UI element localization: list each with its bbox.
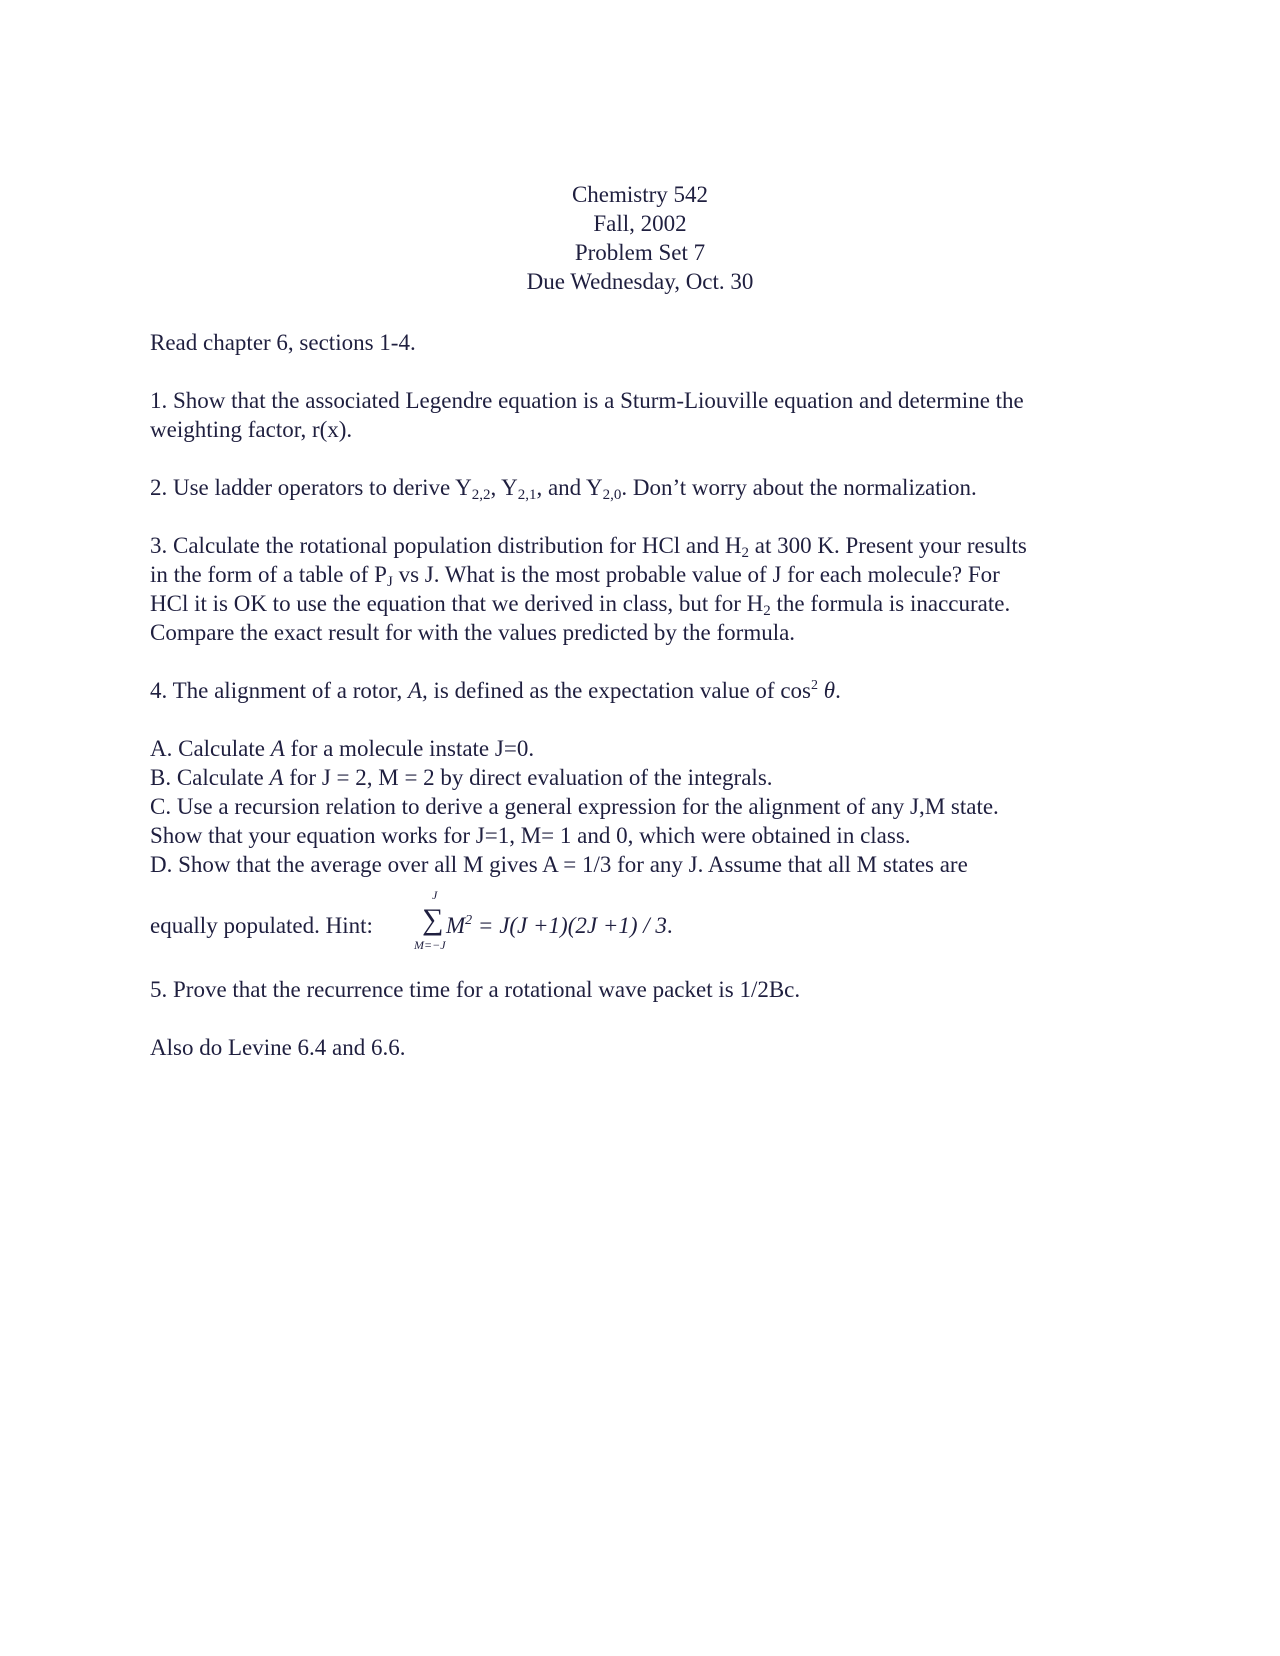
question-2: 2. Use ladder operators to derive $Y_{2,2}$, $Y_{2,1}$, and $Y_{2,0}$. Don’t worry about the normalization. [150,475,977,503]
sigma-symbol: ∑ [422,903,444,936]
document-body [150,328,1130,1062]
question-4-parts: A. Calculate A for a molecule instate J=0. B. Calculate A for J = 2, M = 2 by direct evaluation of the integrals. C. Use a recursion relation to derive a general expression for the alignment of any J,M state. Show that your equation works for J=1, M= 1 and 0, which were obtained in class. D. Show that the average over all M gives A = 1/3 for any J. Assume that all M states are [150,736,999,877]
sum-lower-limit: M=−J [414,938,446,952]
due-date: Due Wednesday, Oct. 30 [526,269,754,294]
hint-label: equally populated. Hint: [150,913,373,938]
problem-set-title: Problem Set 7 [574,240,706,265]
reading-assignment: Read chapter 6, sections 1-4. [150,330,416,355]
formula-expression: $M^2 = J(J +1)(2J +1) / 3$. [446,913,673,938]
question-4: 4. The alignment of a rotor, A, is defined as the expectation value of $\cos^2 \theta$. [150,678,841,703]
additional-problems: Also do Levine 6.4 and 6.6. [150,1035,406,1060]
question-3: 3. Calculate the rotational population distribution for HCl and $H_2$ at 300 K. Present your results in the form of a table of $P_J$ vs J. What is the most probable value of J for each molecule? For HCl it is OK to use the equation that we derived in class, but for $H_2$ the formula is inaccurate. Compare the exact result for with the values predicted by the formula. [150,533,1027,645]
term: Fall, 2002 [593,211,687,236]
header [0,180,1280,296]
question-5: 5. Prove that the recurrence time for a rotational wave packet is 1/2Bc. [150,977,801,1002]
question-1: 1. Show that the associated Legendre equation is a Sturm-Liouville equation and determine the weighting factor, r(x). [150,388,1024,442]
course-title: Chemistry 542 [571,182,709,207]
sum-upper-limit: J [432,888,438,902]
hint-line [150,889,1130,953]
